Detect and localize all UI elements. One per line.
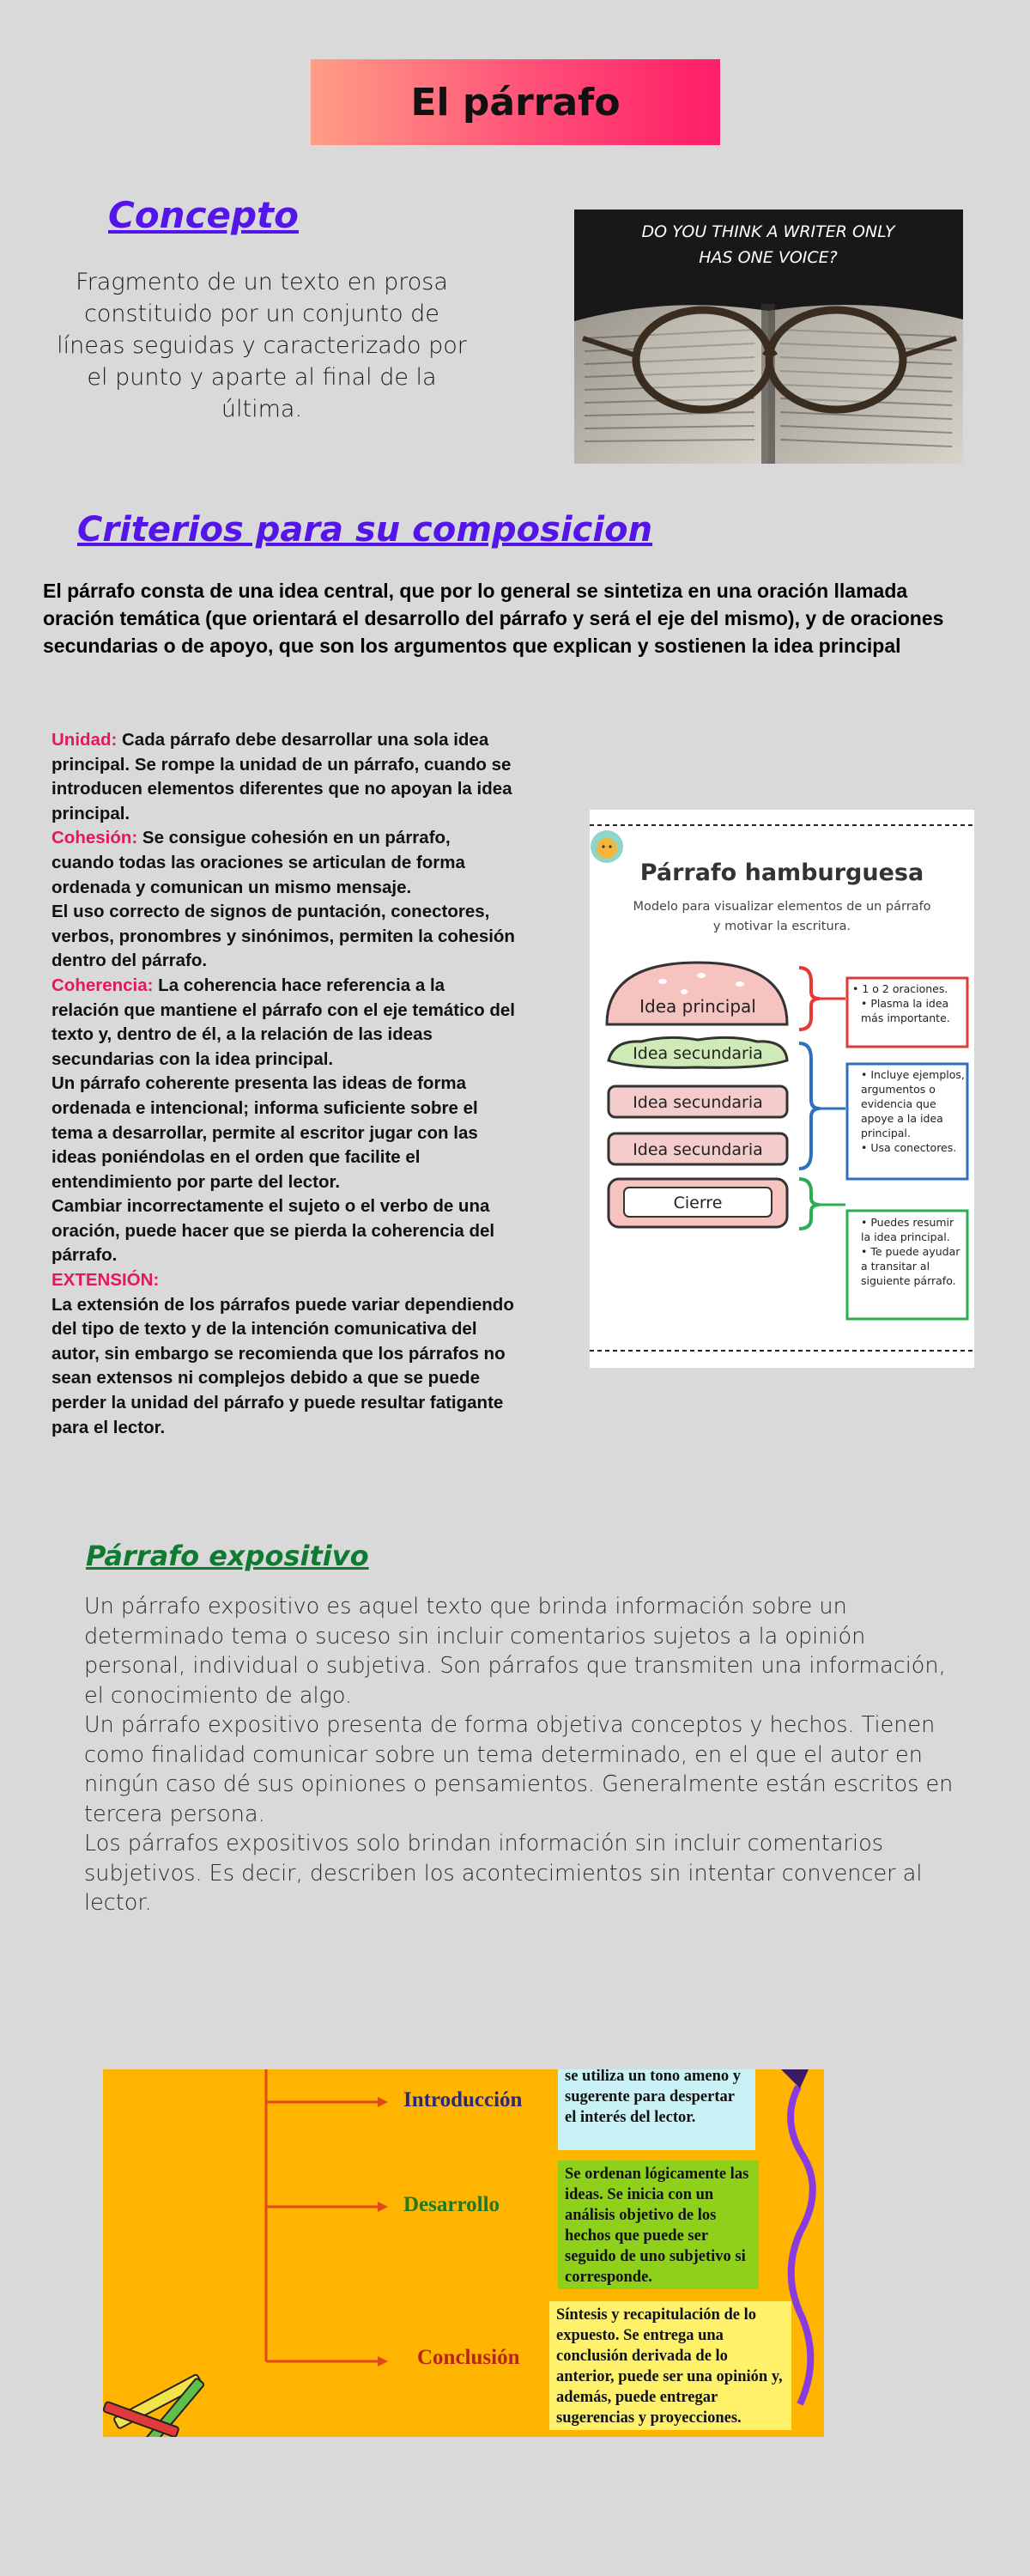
dev-label: Desarrollo xyxy=(403,2193,500,2216)
bun-bottom-label: Cierre xyxy=(673,1194,723,1212)
photo-illustration xyxy=(574,210,963,464)
bun-top-label: Idea principal xyxy=(639,996,756,1017)
title-banner xyxy=(311,59,720,145)
glasses-book-photo xyxy=(574,210,963,464)
expositivo-p3: Los párrafos expositivos solo brindan información sin incluir comentarios subjetivos. Es decir, describen los acontecimientos sin intentar convencer al lector. xyxy=(84,1831,923,1916)
layer1-label: Idea secundaria xyxy=(633,1044,763,1063)
concl-label: Conclusión xyxy=(417,2346,520,2369)
unidad-text: Cada párrafo debe desarrollar una sola idea principal. Se rompe la unidad de un párrafo, cuando se introducen elementos diferentes que no apoyan la idea principal. xyxy=(52,730,512,823)
note2-item: • Incluye ejemplos, argumentos o evidencia que apoye a la idea principal. xyxy=(861,1068,965,1139)
concepto-heading: Concepto xyxy=(108,194,299,236)
expositivo-heading: Párrafo expositivo xyxy=(86,1540,369,1572)
cohesion-label: Cohesión: xyxy=(52,828,138,848)
paragraph-structure-diagram xyxy=(103,2069,824,2437)
blue-bracket xyxy=(799,1043,820,1169)
pencils-icon xyxy=(103,2374,204,2437)
note2-item: • Usa conectores. xyxy=(861,1141,957,1154)
intro-box: se utiliza un tono ameno y sugerente para despertar el interés del lector. xyxy=(558,2069,755,2150)
criterios-intro-line3: secundarias o de apoyo, que son los argumentos que explican y sostienen la idea principal xyxy=(43,635,901,657)
burger-title: Párrafo hamburguesa xyxy=(639,860,924,886)
red-bracket xyxy=(799,968,820,1030)
criterios-intro-line2: oración temática (que orientará el desarrollo del párrafo y será el eje del mismo), y de oraciones xyxy=(43,607,944,629)
criteria-list xyxy=(52,728,515,1440)
expositivo-p1: Un párrafo expositivo es aquel texto que brinda información sobre un determinado tema o suceso sin incluir comentarios sujetos a la opinión personal, individual o subjetiva. Son párrafos que transmiten una información, el conocimiento de algo. xyxy=(84,1594,946,1709)
note3 xyxy=(852,1215,966,1288)
expositivo-text xyxy=(84,1592,968,1918)
purple-ribbon xyxy=(791,2087,813,2404)
concepto-text: Fragmento de un texto en prosa constituido por un conjunto de líneas seguidas y caracterizado por el punto y aparte al final de la última. xyxy=(57,269,467,422)
note1 xyxy=(852,981,966,1025)
layer2-label: Idea secundaria xyxy=(633,1093,763,1112)
photo-caption-line1: DO YOU THINK A WRITER ONLY xyxy=(641,222,895,241)
criterios-heading: Criterios para su composicion xyxy=(77,510,653,550)
dev-box: Se ordenan lógicamente las ideas. Se inicia con un análisis objetivo de los hechos que puede ser seguido de uno subjetivo si corresponde. xyxy=(558,2160,759,2289)
cohesion-text: Se consigue cohesión en un párrafo, cuando todas las oraciones se articulan de forma ordenada y comunican un mismo mensaje. xyxy=(52,828,465,897)
cohesion-item xyxy=(52,826,515,900)
intro-label: Introducción xyxy=(403,2088,523,2111)
burger-paragraph-card xyxy=(590,810,974,1368)
unidad-item xyxy=(52,728,515,826)
cohesion-extra: El uso correcto de signos de puntación, conectores, verbos, pronombres y sinónimos, permiten la cohesión dentro del párrafo. xyxy=(52,902,515,971)
photo-caption-line2: HAS ONE VOICE? xyxy=(699,248,838,267)
cat-sticker-icon xyxy=(591,830,623,863)
note3-item: • Te puede ayudar a transitar al siguiente párrafo. xyxy=(861,1245,960,1287)
extension-text: La extensión de los párrafos puede variar dependiendo del tipo de texto y de la intención comunicativa del autor, sin embargo se recomienda que los párrafos no sean extensos ni complejos debido a que se puede perder la unidad del párrafo y puede resultar fatigante para el lector. xyxy=(52,1294,514,1437)
coherencia-extra2: Cambiar incorrectamente el sujeto o el verbo de una oración, puede hacer que se pierda la coherencia del párrafo. xyxy=(52,1196,495,1266)
extension-label: EXTENSIÓN: xyxy=(52,1270,160,1291)
concl-box: Síntesis y recapitulación de lo expuesto. Se entrega una conclusión derivada de lo anterior, puede ser una opinión y, además, puede entregar sugerencias y proyecciones. xyxy=(549,2301,791,2430)
coherencia-label: Coherencia: xyxy=(52,975,154,995)
note3-item: • Puedes resumir la idea principal. xyxy=(861,1216,954,1243)
page-title: El párrafo xyxy=(410,80,621,125)
note2 xyxy=(852,1067,966,1155)
unidad-label: Unidad: xyxy=(52,730,118,750)
burger-subtitle2: y motivar la escritura. xyxy=(712,920,851,933)
coherencia-item xyxy=(52,974,515,1072)
layer3-label: Idea secundaria xyxy=(633,1140,763,1159)
expositivo-p2: Un párrafo expositivo presenta de forma objetiva conceptos y hechos. Tienen como finalidad comunicar sobre un tema determinado, en el que el autor en ningún caso dé sus opiniones o pensamientos. Generalmente están escritos en tercera persona. xyxy=(84,1712,954,1827)
green-bracket xyxy=(799,1179,820,1229)
coherencia-text: La coherencia hace referencia a la relación que mantiene el párrafo con el eje temático del texto y, dentro de él, a la relación de las ideas secundarias con la idea principal. xyxy=(52,975,516,1069)
criterios-intro xyxy=(43,577,1004,659)
pen-tip-icon xyxy=(781,2069,809,2088)
note1-item: • 1 o 2 oraciones. xyxy=(852,982,948,995)
criterios-intro-line1: El párrafo consta de una idea central, que por lo general se sintetiza en una oración llamada xyxy=(43,580,908,602)
note1-item: • Plasma la idea más importante. xyxy=(861,997,950,1024)
burger-subtitle1: Modelo para visualizar elementos de un párrafo xyxy=(633,900,931,914)
coherencia-extra1: Un párrafo coherente presenta las ideas de forma ordenada e intencional; informa suficiente sobre el tema a desarrollar, permite al escritor jugar con las ideas poniéndolas en el orden que facilite el entendimiento por parte del lector. xyxy=(52,1073,478,1192)
